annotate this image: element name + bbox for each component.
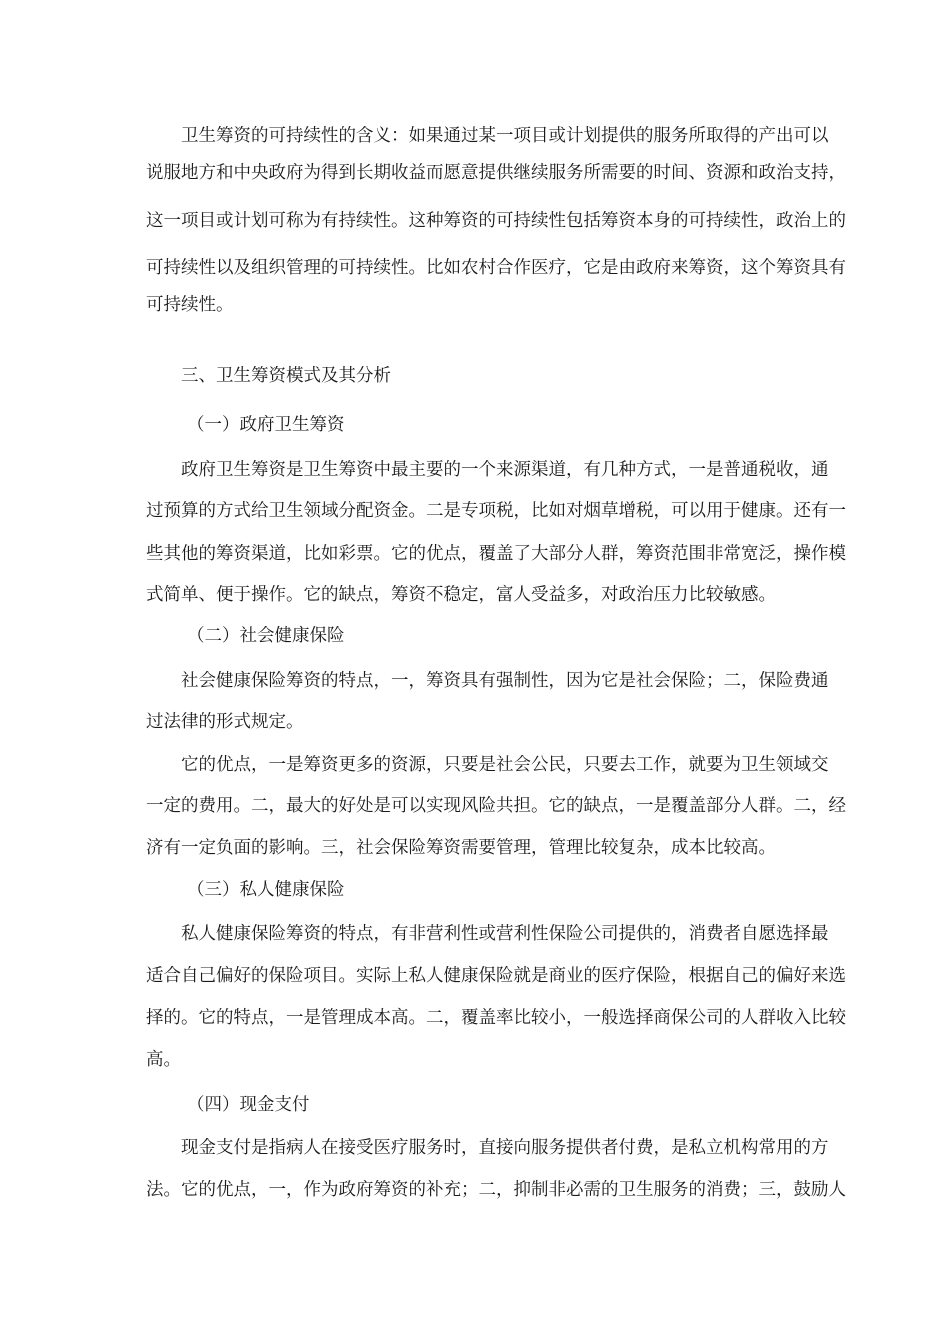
- paragraph-line: 法。它的优点，一，作为政府筹资的补充；二，抑制非必需的卫生服务的消费；三，鼓励人: [146, 1180, 846, 1200]
- subsection-heading: （一）政府卫生筹资: [187, 415, 345, 435]
- paragraph-line: 私人健康保险筹资的特点，有非营利性或营利性保险公司提供的，消费者自愿选择最: [181, 924, 829, 944]
- paragraph-line: 高。: [146, 1050, 181, 1070]
- paragraph-line: 社会健康保险筹资的特点，一，筹资具有强制性，因为它是社会保险；二，保险费通: [181, 671, 829, 691]
- paragraph-line: 现金支付是指病人在接受医疗服务时，直接向服务提供者付费，是私立机构常用的方: [181, 1138, 829, 1158]
- paragraph-line: 可持续性以及组织管理的可持续性。比如农村合作医疗，它是由政府来筹资，这个筹资具有: [146, 258, 846, 278]
- paragraph-line: 说服地方和中央政府为得到长期收益而愿意提供继续服务所需要的时间、资源和政治支持，: [146, 163, 846, 183]
- paragraph-line: 过法律的形式规定。: [146, 712, 304, 732]
- paragraph-line: 择的。它的特点，一是管理成本高。二，覆盖率比较小，一般选择商保公司的人群收入比较: [146, 1008, 846, 1028]
- subsection-heading: （二）社会健康保险: [187, 626, 345, 646]
- paragraph-line: 过预算的方式给卫生领域分配资金。二是专项税，比如对烟草增税，可以用于健康。还有一: [146, 501, 846, 521]
- paragraph-line: 一定的费用。二，最大的好处是可以实现风险共担。它的缺点，一是覆盖部分人群。二，经: [146, 796, 846, 816]
- paragraph-line: 这一项目或计划可称为有持续性。这种筹资的可持续性包括筹资本身的可持续性，政治上的: [146, 211, 846, 231]
- paragraph-line: 适合自己偏好的保险项目。实际上私人健康保险就是商业的医疗保险，根据自己的偏好来选: [146, 966, 846, 986]
- paragraph-line: 卫生筹资的可持续性的含义：如果通过某一项目或计划提供的服务所取得的产出可以: [181, 126, 829, 146]
- section-heading: 三、卫生筹资模式及其分析: [181, 366, 391, 386]
- subsection-heading: （三）私人健康保险: [187, 880, 345, 900]
- paragraph-line: 些其他的筹资渠道，比如彩票。它的优点，覆盖了大部分人群，筹资范围非常宽泛，操作模: [146, 544, 846, 564]
- paragraph-line: 它的优点，一是筹资更多的资源，只要是社会公民，只要去工作，就要为卫生领域交: [181, 755, 829, 775]
- paragraph-line: 政府卫生筹资是卫生筹资中最主要的一个来源渠道，有几种方式，一是普通税收，通: [181, 460, 829, 480]
- paragraph-line: 济有一定负面的影响。三，社会保险筹资需要管理，管理比较复杂，成本比较高。: [146, 838, 776, 858]
- subsection-heading: （四）现金支付: [187, 1095, 310, 1115]
- paragraph-line: 式简单、便于操作。它的缺点，筹资不稳定，富人受益多，对政治压力比较敏感。: [146, 585, 776, 605]
- paragraph-line: 可持续性。: [146, 295, 234, 315]
